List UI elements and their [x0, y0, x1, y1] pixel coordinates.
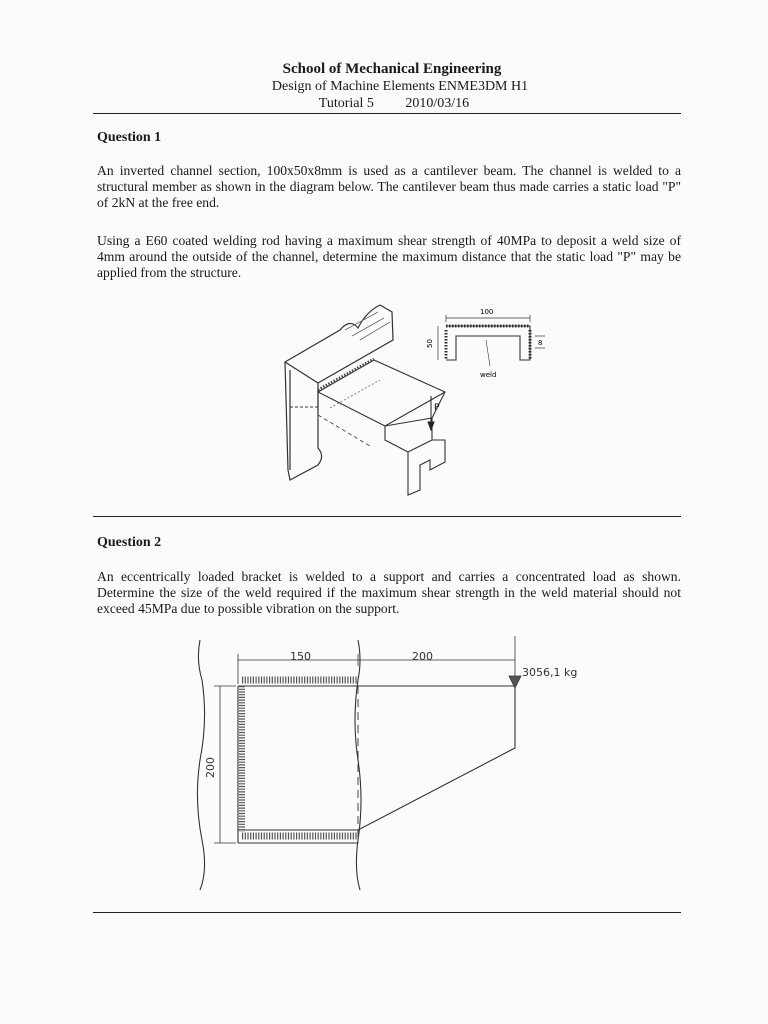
dim-200-top-label: 200 [412, 650, 433, 663]
dim-8-label: 8 [538, 339, 543, 347]
tutorial-date: 2010/03/16 [405, 96, 470, 111]
bracket [238, 686, 515, 843]
dim-150-label: 150 [290, 650, 311, 663]
dim-200-side-label: 200 [204, 757, 217, 778]
support-plate [197, 640, 361, 890]
load-value-label: 3056,1 kg [522, 666, 578, 679]
load-p-label: P [434, 403, 440, 413]
tutorial-number: Tutorial 5 [318, 96, 374, 111]
weld-hatching [242, 680, 358, 836]
dimension-lines [214, 636, 515, 843]
school-name: School of Mechanical Engineering [282, 61, 502, 77]
dim-50-label: 50 [426, 339, 434, 348]
question-2-rule [93, 912, 681, 913]
weld-label: weld [480, 371, 497, 379]
question-1-paragraph-1: An inverted channel section, 100x50x8mm is used as a cantilever beam. The channel is welded to a structural member as shown in the diagram below. The cantilever beam thus made carries a static load "P" of 2kN at the free end. [97, 163, 681, 210]
dim-100-label: 100 [480, 308, 494, 316]
question-2-paragraph: An eccentrically loaded bracket is welded to a support and carries a concentrated load as shown. Determine the size of the weld required if the maximum shear strength in the weld material should not exceed 45MPa due to possible vibration on the support. [97, 569, 681, 616]
course-name: Design of Machine Elements ENME3DM H1 [271, 79, 529, 94]
question-2-title: Question 2 [97, 535, 162, 550]
question-1-paragraph-2: Using a E60 coated welding rod having a maximum shear strength of 40MPa to deposit a weld size of 4mm around the outside of the channel, determine the maximum distance that the static load "P" may be applied from the structure. [97, 233, 681, 280]
question-1-title: Question 1 [97, 130, 162, 145]
